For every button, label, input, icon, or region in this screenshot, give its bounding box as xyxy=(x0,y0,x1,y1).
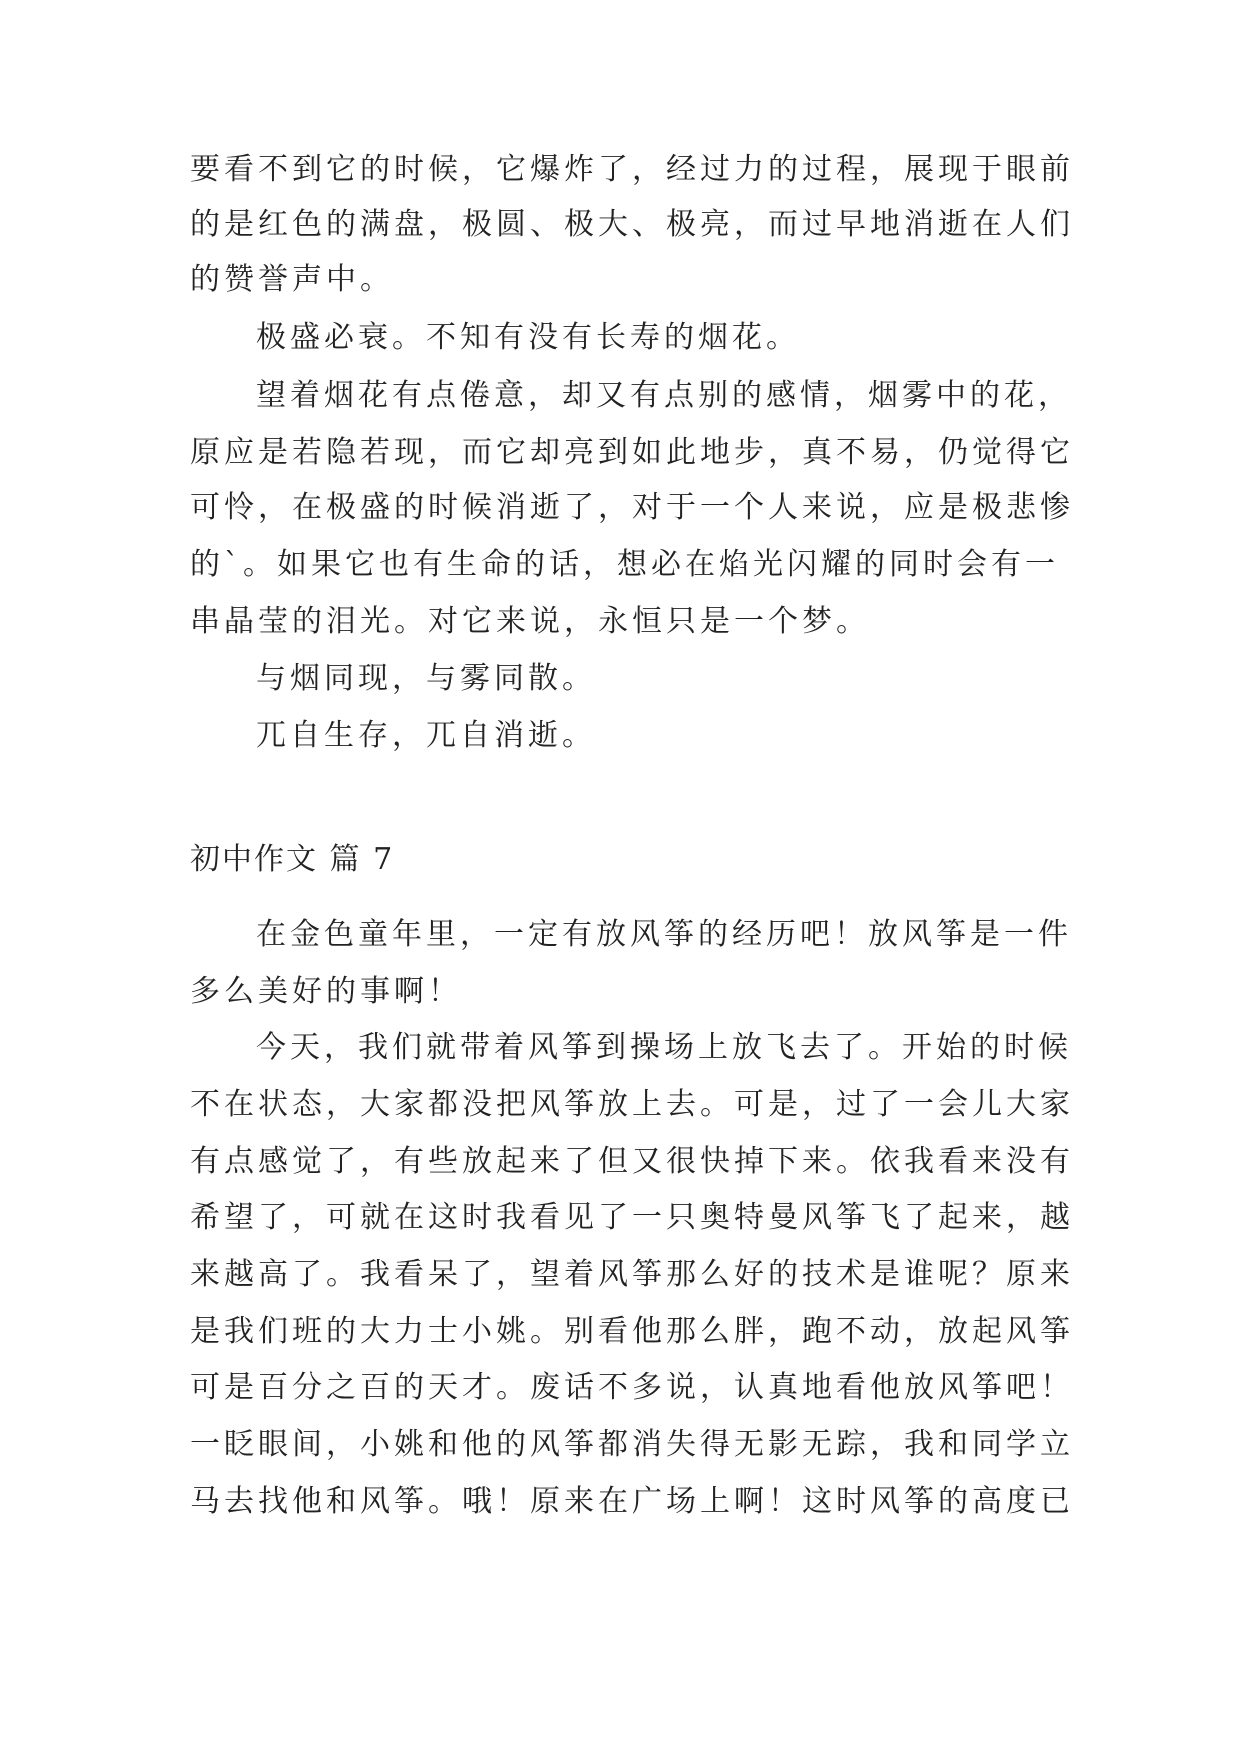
section-heading: 初中作文 篇 7 xyxy=(190,842,395,877)
text-line: 在金色童年里，一定有放风筝的经历吧！放风筝是一件 xyxy=(256,917,1072,952)
text-line: 可是百分之百的天才。废话不多说，认真地看他放风筝吧！ xyxy=(190,1370,1074,1405)
text-line: 马去找他和风筝。哦！原来在广场上啊！这时风筝的高度已 xyxy=(190,1484,1074,1519)
text-line: 多么美好的事啊！ xyxy=(190,974,462,1009)
text-line: 的`。如果它也有生命的话，想必在焰光闪耀的同时会有一 xyxy=(190,547,1059,582)
text-line: 兀自生存，兀自消逝。 xyxy=(256,718,596,753)
text-line: 与烟同现，与雾同散。 xyxy=(256,661,596,696)
text-line: 极盛必衰。不知有没有长寿的烟花。 xyxy=(256,320,800,355)
text-line: 望着烟花有点倦意，却又有点别的感情，烟雾中的花， xyxy=(256,378,1072,413)
text-line: 今天，我们就带着风筝到操场上放飞去了。开始的时候 xyxy=(256,1030,1072,1065)
text-line: 一眨眼间，小姚和他的风筝都消失得无影无踪，我和同学立 xyxy=(190,1427,1074,1462)
text-line: 有点感觉了，有些放起来了但又很快掉下来。依我看来没有 xyxy=(190,1144,1074,1179)
text-line: 原应是若隐若现，而它却亮到如此地步，真不易，仍觉得它 xyxy=(190,435,1074,470)
text-line: 可怜，在极盛的时候消逝了，对于一个人来说，应是极悲惨 xyxy=(190,490,1074,525)
text-line: 串晶莹的泪光。对它来说，永恒只是一个梦。 xyxy=(190,604,870,639)
text-line: 是我们班的大力士小姚。别看他那么胖，跑不动，放起风筝 xyxy=(190,1314,1074,1349)
text-line: 的是红色的满盘，极圆、极大、极亮，而过早地消逝在人们 xyxy=(190,207,1074,242)
text-line: 要看不到它的时候，它爆炸了，经过力的过程，展现于眼前 xyxy=(190,152,1074,187)
text-line: 的赞誉声中。 xyxy=(190,262,394,297)
text-line: 不在状态，大家都没把风筝放上去。可是，过了一会儿大家 xyxy=(190,1087,1074,1122)
text-line: 来越高了。我看呆了，望着风筝那么好的技术是谁呢？原来 xyxy=(190,1257,1074,1292)
text-line: 希望了，可就在这时我看见了一只奥特曼风筝飞了起来，越 xyxy=(190,1200,1074,1235)
